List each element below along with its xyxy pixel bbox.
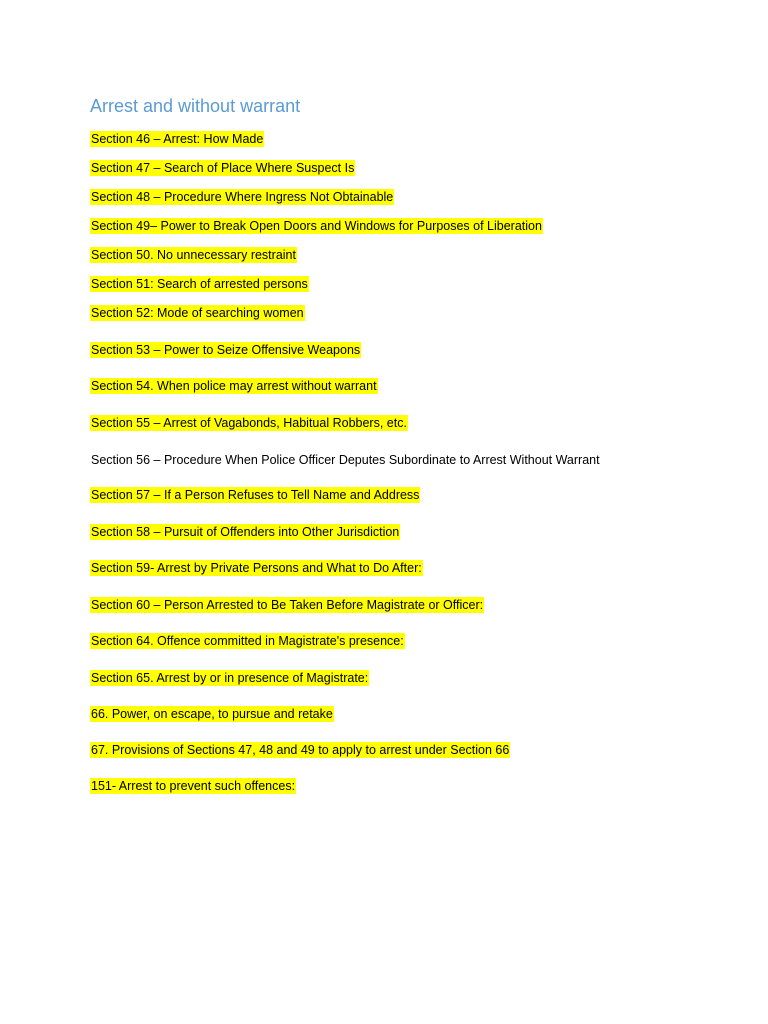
section-item (90, 160, 355, 176)
section-item (90, 131, 264, 147)
section-item (90, 524, 400, 540)
section-item (90, 378, 378, 394)
section-item (90, 633, 405, 649)
section-item (90, 218, 543, 234)
section-text: Section 57 – If a Person Refuses to Tell Name and Address (91, 488, 420, 502)
section-text: Section 58 – Pursuit of Offenders into Other Jurisdiction (91, 525, 400, 539)
section-text: Section 59- Arrest by Private Persons and What to Do After: (91, 561, 422, 575)
section-item (90, 276, 309, 292)
section-text: Section 54. When police may arrest without warrant (91, 379, 377, 393)
section-text: Section 47 – Search of Place Where Suspect Is (91, 161, 355, 175)
section-item (90, 342, 361, 358)
section-item (90, 778, 296, 794)
section-item (90, 247, 297, 263)
section-item (90, 670, 369, 686)
section-item (90, 597, 484, 613)
section-text: Section 49– Power to Break Open Doors and Windows for Purposes of Liberation (91, 219, 542, 233)
section-item (90, 706, 334, 722)
document-title: Arrest and without warrant (90, 96, 301, 116)
section-item (90, 487, 420, 503)
section-text: Section 55 – Arrest of Vagabonds, Habitual Robbers, etc. (91, 416, 407, 430)
section-text: 151- Arrest to prevent such offences: (91, 779, 296, 793)
section-text: Section 51: Search of arrested persons (91, 277, 308, 291)
section-item (90, 742, 510, 758)
section-text: Section 60 – Person Arrested to Be Taken Before Magistrate or Officer: (91, 598, 484, 612)
section-text: Section 53 – Power to Seize Offensive Weapons (91, 343, 361, 357)
section-text: Section 56 – Procedure When Police Officer Deputes Subordinate to Arrest Without Warrant (91, 453, 600, 467)
section-text: Section 52: Mode of searching women (91, 306, 304, 320)
section-item (90, 189, 394, 205)
section-text: Section 64. Offence committed in Magistrate's presence: (91, 634, 404, 648)
section-text: Section 65. Arrest by or in presence of Magistrate: (91, 671, 369, 685)
section-text: Section 50. No unnecessary restraint (91, 248, 296, 262)
section-text: Section 46 – Arrest: How Made (91, 132, 264, 146)
section-item (90, 415, 408, 431)
section-text: 66. Power, on escape, to pursue and retake (91, 707, 333, 721)
section-item (90, 452, 601, 468)
section-text: Section 48 – Procedure Where Ingress Not Obtainable (91, 190, 394, 204)
section-text: 67. Provisions of Sections 47, 48 and 49 to apply to arrest under Section 66 (91, 743, 510, 757)
section-item (90, 560, 423, 576)
section-item (90, 305, 305, 321)
